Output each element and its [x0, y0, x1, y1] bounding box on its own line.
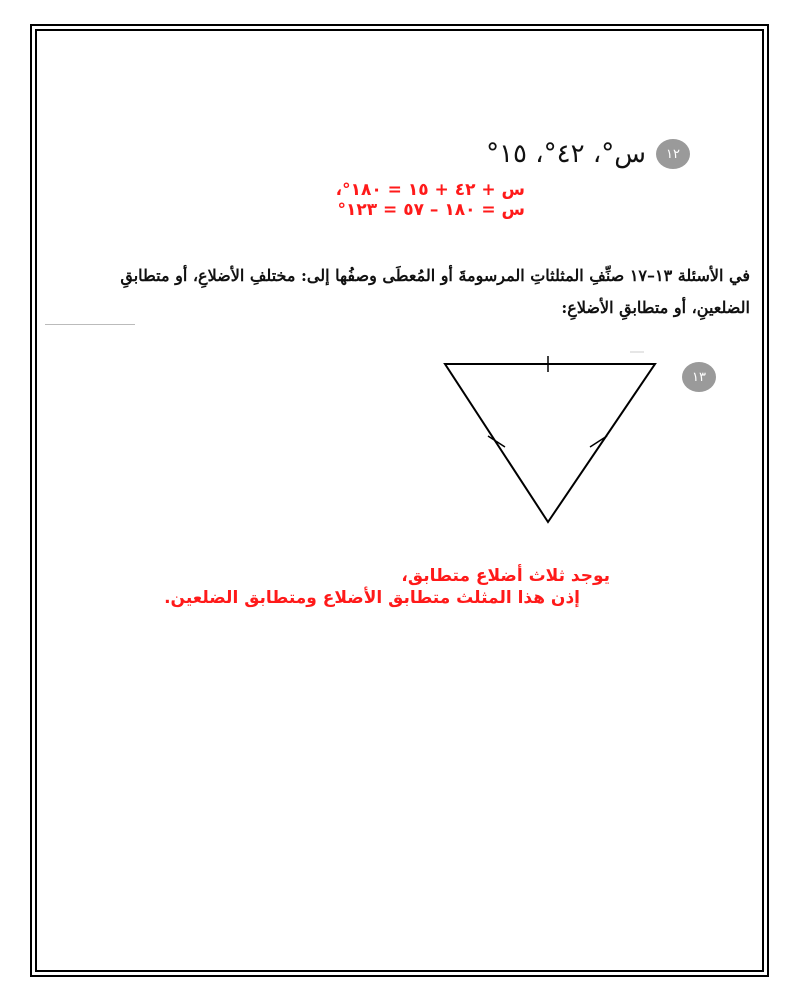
question-number-badge: ١٢ [656, 139, 690, 169]
solution-13-line-2: إذن هذا المثلث متطابق الأضلاع ومتطابق الضلعين. [164, 588, 580, 608]
instructions [50, 260, 750, 324]
tick-mark-left [488, 436, 505, 447]
instructions-line-2: الضلعينِ، أو متطابقِ الأضلاعِ: [561, 298, 750, 317]
question-number-badge: ١٣ [682, 362, 716, 392]
solution-12 [265, 180, 525, 220]
instructions-line-1: في الأسئلة ١٣–١٧ صنِّفِ المثلثاتِ المرسومةَ أو المُعطَى وصفُها إلى: مختلفِ الأضلاعِ، أو متطابقِ [120, 266, 750, 285]
divider-line [45, 324, 135, 325]
tick-mark-right [590, 436, 607, 447]
solution-13 [160, 565, 610, 609]
question-12-angles: س°، ٤٢°، ١٥° [486, 139, 646, 169]
solution-12-line-2: س = ١٨٠ – ٥٧ = ١٢٣° [337, 200, 525, 220]
solution-13-line-1: يوجد ثلاث أضلاع متطابق، [401, 566, 610, 586]
triangle-shape [445, 364, 655, 522]
equilateral-triangle-figure [430, 350, 670, 530]
question-12 [486, 134, 690, 174]
solution-12-line-1: س + ٤٢ + ١٥ = ١٨٠°، [335, 180, 525, 200]
question-13-badge-wrap [682, 362, 716, 392]
